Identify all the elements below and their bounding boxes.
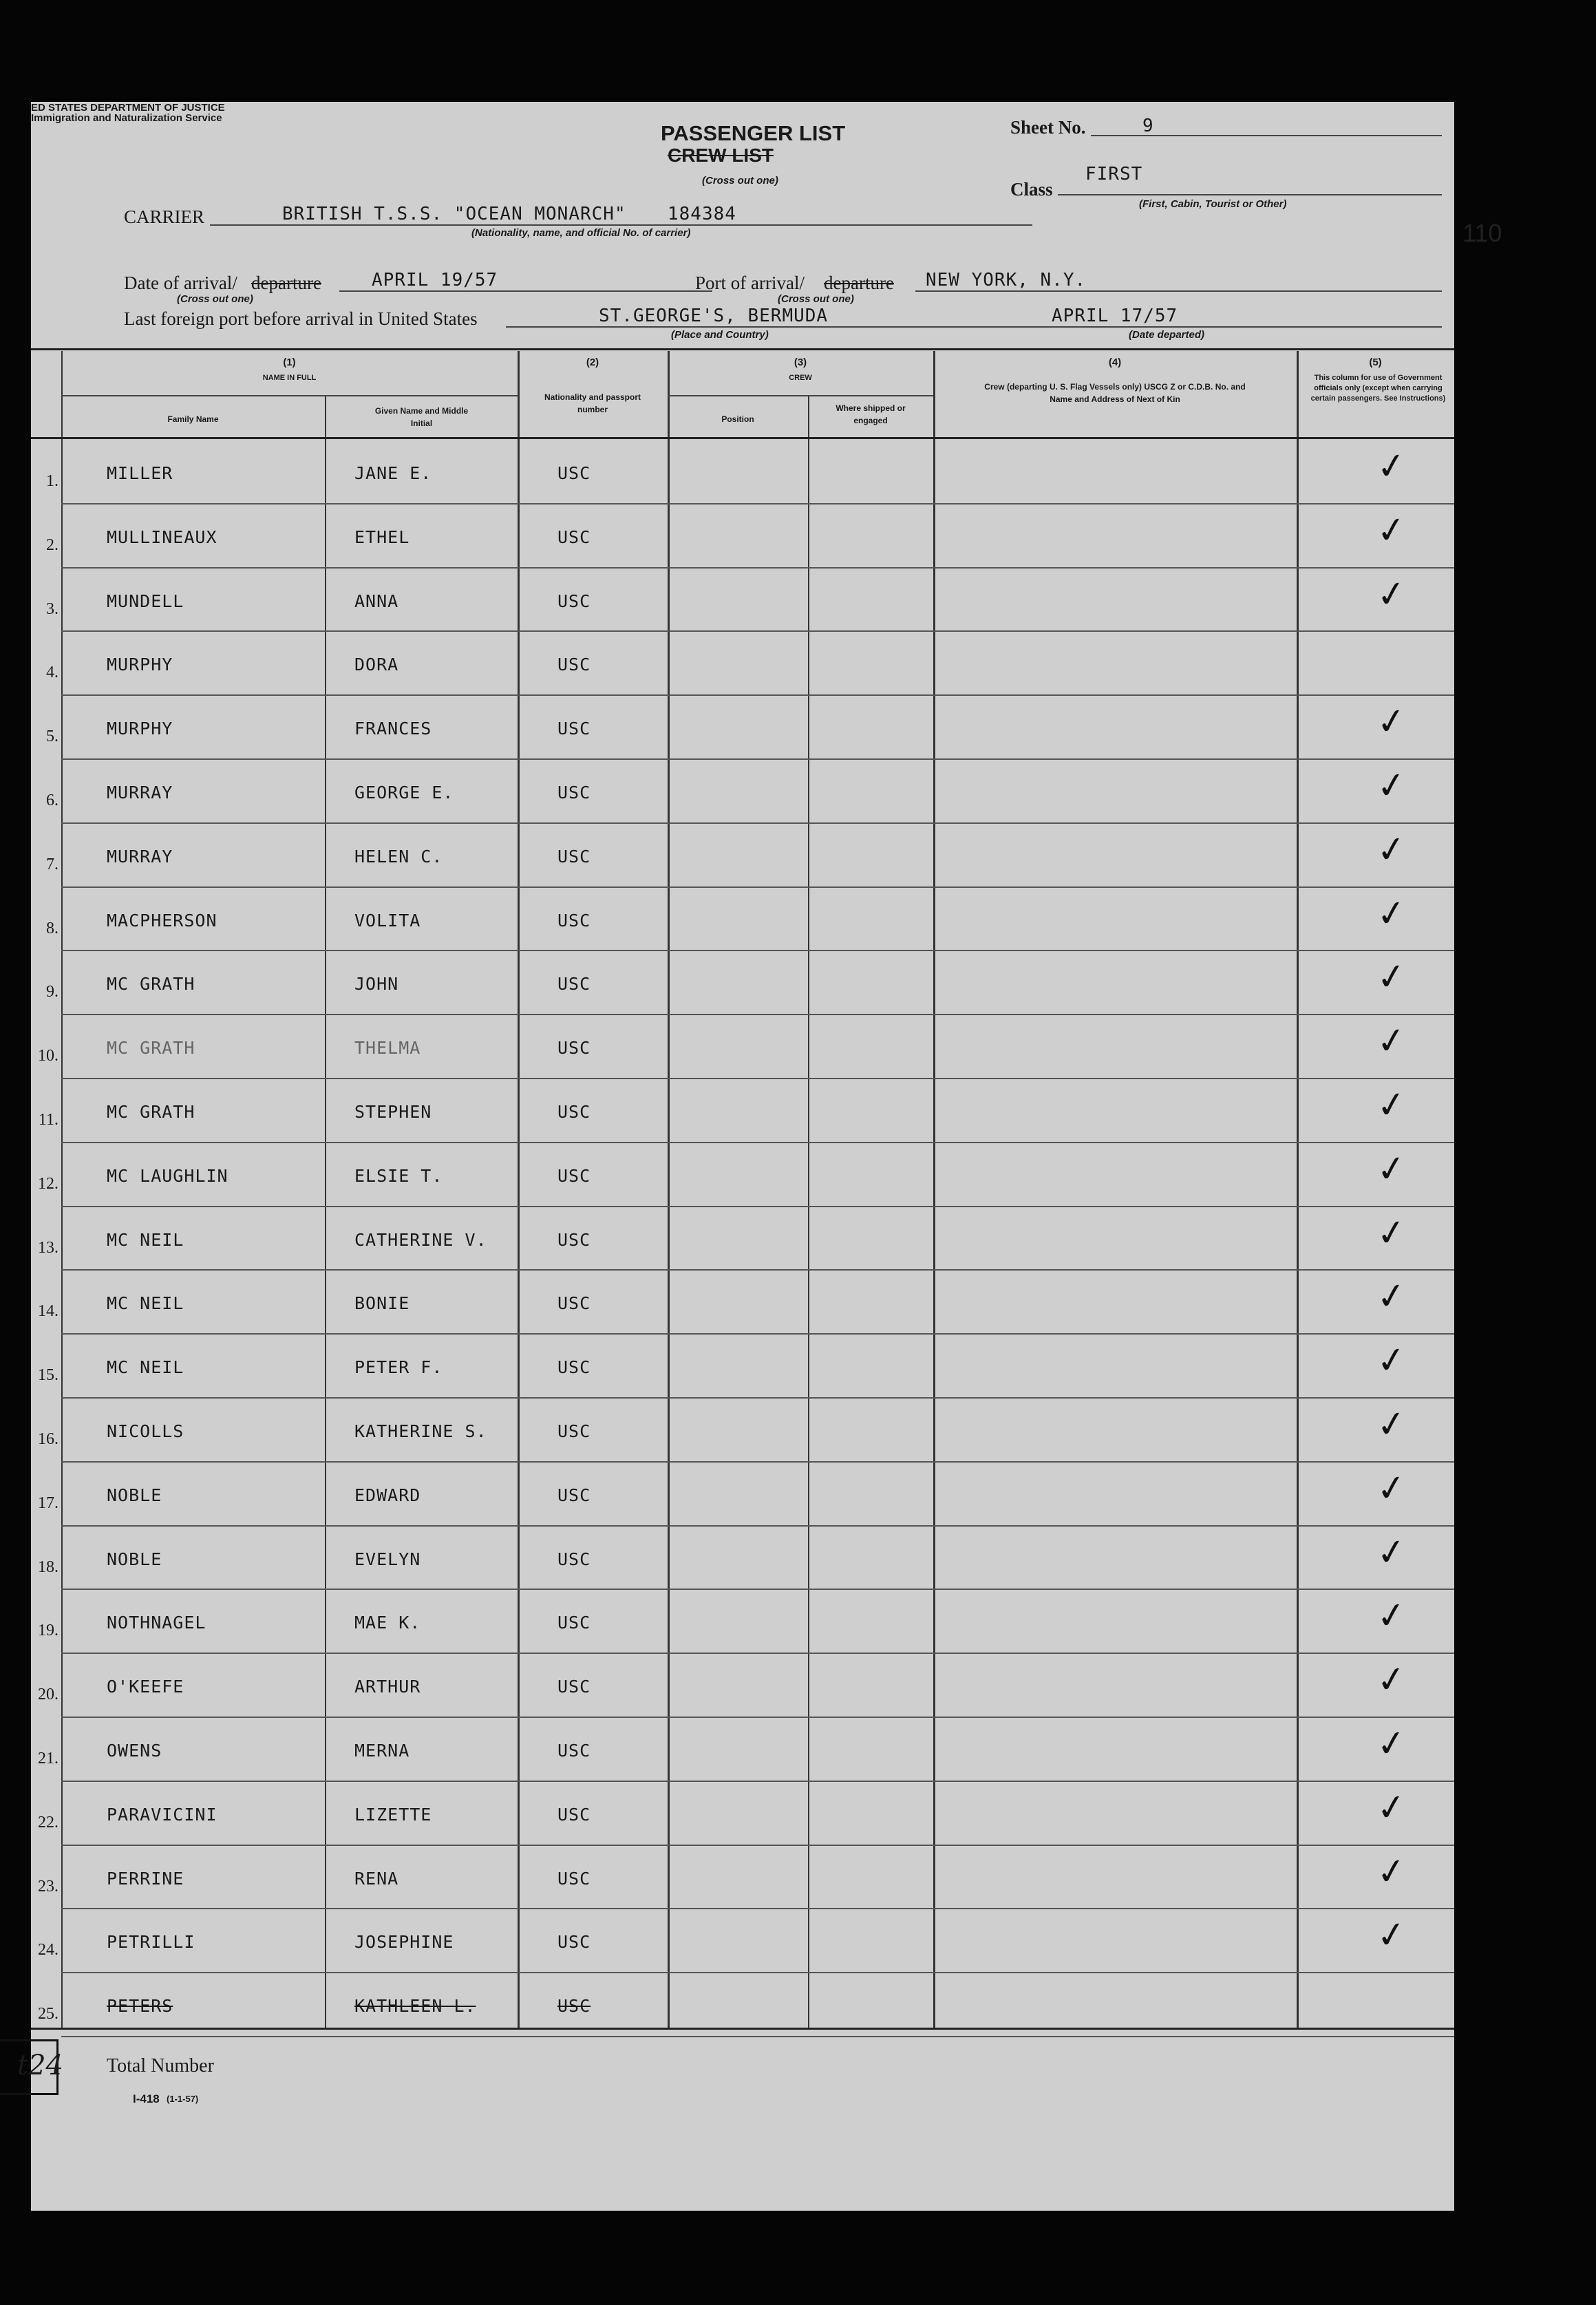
row-number: 21. xyxy=(38,1750,58,1767)
col4-title: Crew (departing U. S. Flag Vessels only) USCG Z or C.D.B. No. and Name and Address of Next of Kin xyxy=(984,382,1246,404)
row-number: 6. xyxy=(46,792,58,809)
family-name: MILLER xyxy=(107,463,173,483)
given-name: JANE E. xyxy=(354,463,432,483)
arrival-date-value: APRIL 19/57 xyxy=(372,270,498,290)
arrival-port-label: Port of arrival/ xyxy=(695,273,805,293)
given-name: MERNA xyxy=(354,1741,410,1761)
nationality: USC xyxy=(557,1932,591,1952)
given-name: JOHN xyxy=(354,974,399,994)
family-name: NICOLLS xyxy=(107,1421,184,1441)
arrival-port-crossed: departure xyxy=(824,273,894,293)
row-number: 2. xyxy=(46,536,58,554)
row-number: 16. xyxy=(38,1430,58,1448)
col1-num: (1) xyxy=(283,357,296,368)
row-number: 24. xyxy=(38,1941,58,1959)
nationality: USC xyxy=(557,463,591,483)
class-label: Class xyxy=(1010,179,1053,200)
carrier-note: (Nationality, name, and official No. of carrier) xyxy=(471,227,691,239)
family-name: MURRAY xyxy=(107,847,173,867)
family-name: MC NEIL xyxy=(107,1357,184,1377)
title-note: (Cross out one) xyxy=(702,175,778,187)
check-mark: ✓ xyxy=(1374,444,1409,489)
carrier-label: CARRIER xyxy=(124,206,205,227)
family-name: PARAVICINI xyxy=(107,1805,217,1825)
family-name: PETRILLI xyxy=(107,1932,195,1952)
row-number: 15. xyxy=(38,1366,58,1384)
check-mark: ✓ xyxy=(1374,1849,1409,1895)
row-number: 17. xyxy=(38,1494,58,1512)
row-number: 13. xyxy=(38,1239,58,1257)
form-title: PASSENGER LIST xyxy=(661,121,846,145)
row-number: 25. xyxy=(38,2005,58,2023)
given-name: VOLITA xyxy=(354,911,421,931)
row-number: 11. xyxy=(38,1111,58,1129)
col3-position: Position xyxy=(721,414,754,424)
check-mark: ✓ xyxy=(1374,572,1409,617)
family-name: MC NEIL xyxy=(107,1230,184,1250)
check-mark: ✓ xyxy=(1374,1530,1409,1575)
nationality: USC xyxy=(557,1805,591,1825)
col2-title: Nationality and passport number xyxy=(544,392,641,414)
given-name: ANNA xyxy=(354,591,399,611)
family-name: MURRAY xyxy=(107,783,173,803)
col3-title: CREW xyxy=(789,374,812,382)
class-value: FIRST xyxy=(1085,164,1143,184)
given-name: ELSIE T. xyxy=(354,1166,443,1186)
nationality: USC xyxy=(557,1869,591,1889)
given-name: GEORGE E. xyxy=(354,783,454,803)
given-name: STEPHEN xyxy=(354,1102,432,1122)
sheet-number: 9 xyxy=(1142,116,1154,136)
last-port-date: APRIL 17/57 xyxy=(1052,306,1178,326)
row-number: 14. xyxy=(38,1302,58,1320)
col1-title: NAME IN FULL xyxy=(262,374,317,382)
check-mark: ✓ xyxy=(1374,1211,1409,1256)
row-number: 23. xyxy=(38,1878,58,1895)
family-name: NOBLE xyxy=(107,1549,162,1569)
sheet-label: Sheet No. xyxy=(1010,117,1086,138)
nationality: USC xyxy=(557,847,591,867)
given-name: KATHERINE S. xyxy=(354,1421,487,1441)
nationality: USC xyxy=(557,1549,591,1569)
family-name: MC LAUGHLIN xyxy=(107,1166,228,1186)
family-name: MURPHY xyxy=(107,719,173,739)
family-name: PETERS xyxy=(107,1996,173,2016)
col5-num: (5) xyxy=(1369,357,1382,368)
row-number: 10. xyxy=(38,1047,58,1065)
arrival-date-note: (Cross out one) xyxy=(177,293,253,305)
agency-line-2: Immigration and Naturalization Service xyxy=(31,112,222,124)
last-port-place-note: (Place and Country) xyxy=(671,329,769,341)
given-name: THELMA xyxy=(354,1038,421,1058)
row-number: 5. xyxy=(46,727,58,745)
given-name: EDWARD xyxy=(354,1485,421,1505)
row-number: 9. xyxy=(46,983,58,1001)
last-port-date-note: (Date departed) xyxy=(1129,329,1205,341)
check-mark: ✓ xyxy=(1374,1083,1409,1128)
row-number: 4. xyxy=(46,663,58,681)
manifest-sheet xyxy=(17,102,1502,2211)
nationality: USC xyxy=(557,1357,591,1377)
check-mark: ✓ xyxy=(1374,1657,1409,1703)
nationality: USC xyxy=(557,1613,591,1633)
carrier-official-no: 184384 xyxy=(668,204,736,224)
family-name: MACPHERSON xyxy=(107,911,217,931)
given-name: CATHERINE V. xyxy=(354,1230,487,1250)
given-name: MAE K. xyxy=(354,1613,421,1633)
row-number: 8. xyxy=(46,920,58,937)
nationality: USC xyxy=(557,1421,591,1441)
check-mark: ✓ xyxy=(1374,508,1409,553)
nationality: USC xyxy=(557,1230,591,1250)
check-mark: ✓ xyxy=(1374,1466,1409,1511)
given-name: ETHEL xyxy=(354,527,410,547)
given-name: FRANCES xyxy=(354,719,432,739)
family-name: PERRINE xyxy=(107,1869,184,1889)
nationality: USC xyxy=(557,974,591,994)
given-name: PETER F. xyxy=(354,1357,443,1377)
nationality: USC xyxy=(557,1485,591,1505)
check-mark: ✓ xyxy=(1374,1785,1409,1831)
given-name: HELEN C. xyxy=(354,847,443,867)
check-mark: ✓ xyxy=(1374,1593,1409,1639)
nationality: USC xyxy=(557,1677,591,1697)
col2-num: (2) xyxy=(586,357,599,368)
nationality: USC xyxy=(557,783,591,803)
row-number: 22. xyxy=(38,1814,58,1831)
col3-where: Where shipped or engaged xyxy=(836,403,906,425)
page-number: 110 xyxy=(1462,219,1502,247)
check-mark: ✓ xyxy=(1374,1402,1409,1447)
form-number: I-418 xyxy=(133,2092,160,2105)
check-mark: ✓ xyxy=(1374,1338,1409,1383)
check-mark: ✓ xyxy=(1374,1721,1409,1767)
nationality: USC xyxy=(557,1038,591,1058)
check-mark: ✓ xyxy=(1374,1274,1409,1319)
nationality: USC xyxy=(557,1102,591,1122)
col5-title: This column for use of Government officials only (except when carrying certain passengers. See Instructions) xyxy=(1310,374,1446,403)
row-number: 1. xyxy=(46,472,58,490)
check-mark: ✓ xyxy=(1374,699,1409,745)
nationality: USC xyxy=(557,1996,591,2016)
margin-note: t24 xyxy=(17,2050,63,2081)
arrival-port-note: (Cross out one) xyxy=(778,293,854,305)
class-note: (First, Cabin, Tourist or Other) xyxy=(1139,198,1287,210)
nationality: USC xyxy=(557,911,591,931)
check-mark: ✓ xyxy=(1374,955,1409,1000)
nationality: USC xyxy=(557,1293,591,1313)
family-name: NOTHNAGEL xyxy=(107,1613,206,1633)
check-mark: ✓ xyxy=(1374,827,1409,873)
check-mark: ✓ xyxy=(1374,1913,1409,1958)
check-mark: ✓ xyxy=(1374,891,1409,937)
col1-given: Given Name and Middle Initial xyxy=(374,406,469,428)
family-name: MURPHY xyxy=(107,655,173,674)
row-number: 19. xyxy=(38,1622,58,1639)
arrival-port-value: NEW YORK, N.Y. xyxy=(926,270,1087,290)
check-mark: ✓ xyxy=(1374,763,1409,809)
family-name: MC GRATH xyxy=(107,974,195,994)
given-name: DORA xyxy=(354,655,399,674)
family-name: MC NEIL xyxy=(107,1293,184,1313)
row-number: 12. xyxy=(38,1175,58,1193)
family-name: MUNDELL xyxy=(107,591,184,611)
nationality: USC xyxy=(557,527,591,547)
given-name: LIZETTE xyxy=(354,1805,432,1825)
nationality: USC xyxy=(557,1166,591,1186)
check-mark: ✓ xyxy=(1374,1147,1409,1192)
carrier-value: BRITISH T.S.S. "OCEAN MONARCH" xyxy=(282,204,626,224)
row-number: 3. xyxy=(46,600,58,618)
given-name: KATHLEEN L. xyxy=(354,1996,476,2016)
check-mark: ✓ xyxy=(1374,1019,1409,1064)
nationality: USC xyxy=(557,719,591,739)
given-name: BONIE xyxy=(354,1293,410,1313)
family-name: O'KEEFE xyxy=(107,1677,184,1697)
row-number: 18. xyxy=(38,1558,58,1576)
nationality: USC xyxy=(557,591,591,611)
given-name: JOSEPHINE xyxy=(354,1932,454,1952)
nationality: USC xyxy=(557,1741,591,1761)
family-name: MC GRATH xyxy=(107,1038,195,1058)
col1-family: Family Name xyxy=(167,414,219,424)
given-name: ARTHUR xyxy=(354,1677,421,1697)
family-name: MULLINEAUX xyxy=(107,527,217,547)
total-number-label: Total Number xyxy=(107,2055,214,2076)
row-number: 7. xyxy=(46,856,58,873)
given-name: EVELYN xyxy=(354,1549,421,1569)
arrival-date-label: Date of arrival/ xyxy=(124,273,237,293)
family-name: OWENS xyxy=(107,1741,162,1761)
form-title-crossed: CREW LIST xyxy=(668,145,774,166)
last-port-value: ST.GEORGE'S, BERMUDA xyxy=(599,306,829,326)
family-name: MC GRATH xyxy=(107,1102,195,1122)
last-port-label: Last foreign port before arrival in United States xyxy=(124,308,478,329)
given-name: RENA xyxy=(354,1869,399,1889)
col4-num: (4) xyxy=(1108,357,1122,368)
form-date: (1-1-57) xyxy=(167,2094,199,2104)
agency-line-1: ED STATES DEPARTMENT OF JUSTICE xyxy=(31,102,225,114)
nationality: USC xyxy=(557,655,591,674)
arrival-date-crossed: departure xyxy=(251,273,321,293)
family-name: NOBLE xyxy=(107,1485,162,1505)
row-number: 20. xyxy=(38,1686,58,1703)
col3-num: (3) xyxy=(794,357,807,368)
